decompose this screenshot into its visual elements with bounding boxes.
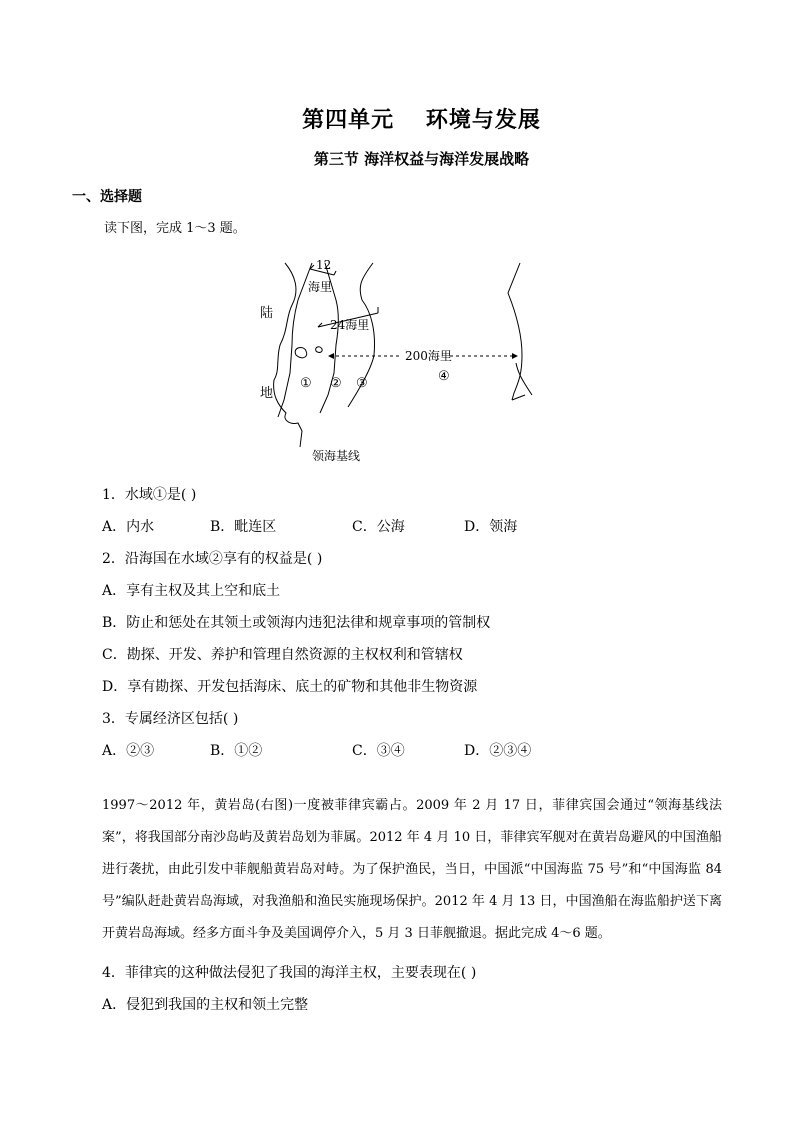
map-unit-12: 海里 xyxy=(308,280,333,294)
map-dist-12: 12 xyxy=(316,258,332,272)
q1-option-b: B．毗连区 xyxy=(210,519,277,535)
q1-option-a: A．内水 xyxy=(102,519,155,535)
q4-option-a: A．侵犯到我国的主权和领土完整 xyxy=(102,997,309,1013)
question-3: 3．专属经济区包括( ) xyxy=(102,711,239,727)
eez-limit xyxy=(508,263,522,400)
q2-option-b: B．防止和惩处在其领土或领海内违犯法律和规章事项的管制权 xyxy=(102,615,491,631)
q2-option-a: A．享有主权及其上空和底土 xyxy=(102,583,281,599)
q3-option-d: D．②③④ xyxy=(464,743,532,759)
q2-option-d: D．享有勘探、开发包括海床、底土的矿物和其他非生物资源 xyxy=(102,679,478,695)
baseline-line xyxy=(278,263,312,417)
q3-option-b: B．①② xyxy=(210,743,263,759)
question-2: 2．沿海国在水域②享有的权益是( ) xyxy=(102,551,323,567)
island-1 xyxy=(295,348,307,358)
intro-text: 读下图，完成 1～3 题。 xyxy=(104,221,246,236)
map-zone-3: ③ xyxy=(356,376,368,391)
q1-option-c: C．公海 xyxy=(352,519,405,535)
part-heading: 一、选择题 xyxy=(72,189,142,205)
map-zone-4: ④ xyxy=(438,369,450,384)
q3-option-a: A．②③ xyxy=(102,743,155,759)
map-baseline-label: 领海基线 xyxy=(312,449,361,463)
reading-passage: 1997～2012 年，黄岩岛(右图)一度被菲律宾霸占。2009 年 2 月 17 日，菲律宾国会通过“领海基线法案”，将我国部分南沙岛屿及黄岩岛划为菲属。2012 年 4 月 10 日，菲律宾军舰对在黄岩岛避风的中国渔船进行袭扰，由此引发中菲舰船黄岩岛对峙。为了保护渔民，当日，中国派“中国海监 75 号”和“中国海监 84 号”编队赶赴黄岩岛海域，对我渔船和渔民实施现场保护。2012 年 4 月 13 日，中国渔船在海监船护送下离开黄岩岛海域。经多方面斗争及美国调停介入，5 月 3 日菲舰撤退。据此完成 4～6 题。 xyxy=(102,798,722,941)
section-title: 第三节 海洋权益与海洋发展战略 xyxy=(313,150,530,168)
map-zone-1: ① xyxy=(300,376,312,391)
unit-title: 第四单元 环境与发展 xyxy=(302,107,541,133)
q1-option-d: D．领海 xyxy=(464,519,518,535)
coastline xyxy=(274,263,302,447)
map-land-char-2: 地 xyxy=(260,386,274,401)
maritime-zones-diagram xyxy=(250,255,540,470)
question-4: 4．菲律宾的这种做法侵犯了我国的海洋主权，主要表现在( ) xyxy=(102,965,477,981)
map-land-char-1: 陆 xyxy=(260,306,274,321)
island-2 xyxy=(316,347,323,353)
map-dist-200: 200海里 xyxy=(405,349,452,363)
question-1: 1．水域①是( ) xyxy=(102,487,197,503)
q3-option-c: C．③④ xyxy=(352,743,405,759)
q2-option-c: C．勘探、开发、养护和管理自然资源的主权权利和管辖权 xyxy=(102,647,463,663)
map-dist-24: 24海里 xyxy=(330,318,370,332)
map-zone-2: ② xyxy=(330,376,342,391)
